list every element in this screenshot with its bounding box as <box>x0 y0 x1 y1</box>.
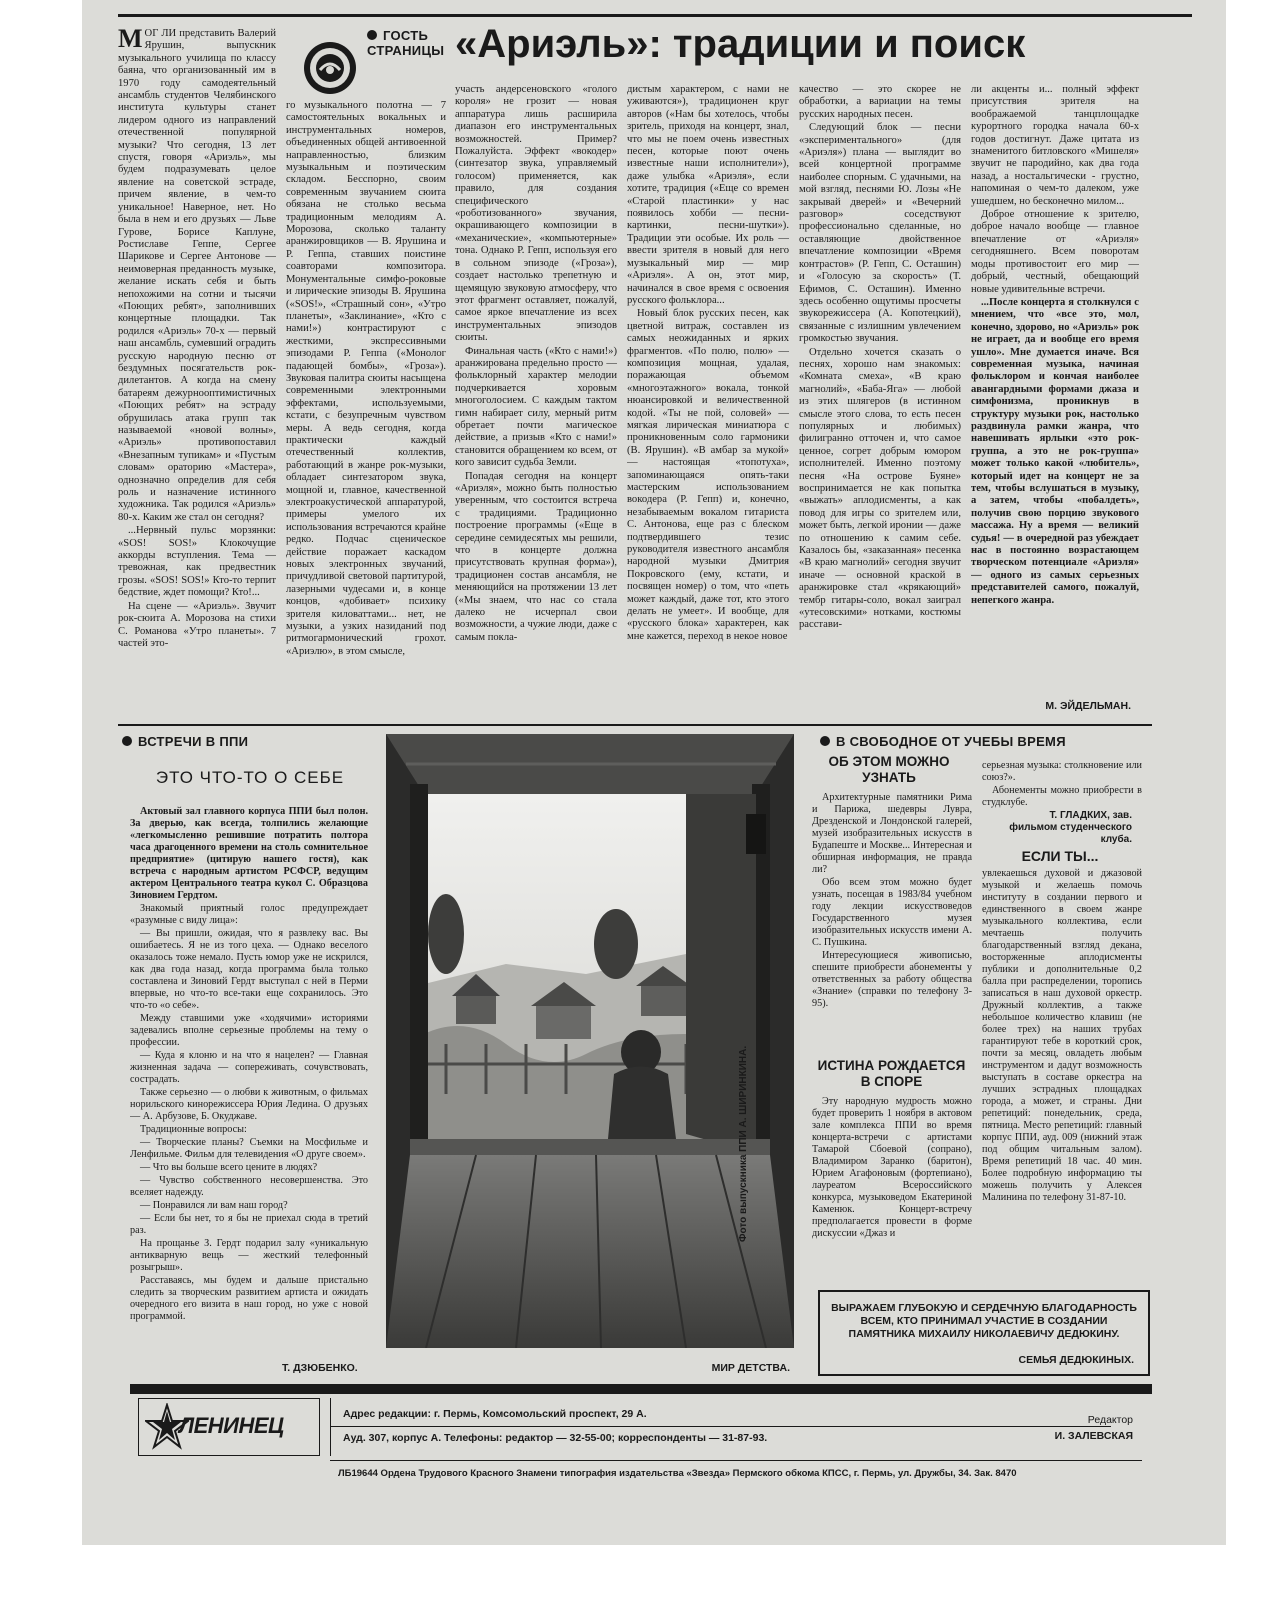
ariel-signature: М. ЭЙДЕЛЬМАН. <box>1045 700 1131 712</box>
free-time-text1-p0: Архитектурные памятники Рима и Парижа, шедевры Лувра, Дрезденской и Лондонской галерей, музей изобразительных искусств в Будапеште и Москве... Интересная и обширная информация, не правда ли? <box>812 792 972 875</box>
free-time-signature: Т. ГЛАДКИХ, зав. фильмом студенческого клуба. <box>1009 810 1132 845</box>
drop-cap: М <box>118 28 143 53</box>
ariel-col1-p2: ...Нервный пульс морзянки: «SOS! SOS!» Клокочущие аккорды вступления. Тема — тревожная, как предвестник грозы. «SOS! SOS!» Кто-то терпит бедствие, ждет помощи? Кто!... <box>118 525 276 599</box>
footer-top-rule <box>130 1384 1152 1394</box>
gratitude-signature: СЕМЬЯ ДЕДЮКИНЫХ. <box>1018 1354 1134 1366</box>
footer-box <box>330 1398 1143 1456</box>
ariel-col3-p3: Попадая сегодня на концерт «Ариэля», можно быть полностью уверенным, что состоится встреча с традициями. Традиционно построение программы («Еще в середине семидесятых мы решили, что в концерте должна присутствовать крупная форма»), традиционен состав ансамбля, не меняющийся на протяжении 13 лет («Мы знаем, что нас со стала далеко не исчерпал свои возможности, а чужие люди, даже с самым покла- <box>455 470 617 643</box>
ariel-col5-p1: качество — это скорее не обработки, а вариации на темы русских народных песен. <box>799 84 961 120</box>
meetings-p7: — Что вы больше всего цените в людях? <box>140 1162 318 1173</box>
gratitude-box <box>818 1290 1150 1376</box>
ariel-column-3 <box>455 84 617 722</box>
ariel-column-4 <box>627 84 789 722</box>
meetings-column <box>130 806 368 1350</box>
ariel-column-2 <box>286 100 446 722</box>
meetings-p8: — Чувство собственного несовершенства. Это вселяет надежду. <box>130 1175 368 1198</box>
meetings-lead: Актовый зал главного корпуса ППИ был полон. За дверью, как всегда, толпились желающие «легкомысленно решившие потратить полтора часа драгоценного времени на столь сомнительное предприятие» (цитирую нашего гостя), как встреча с народным артистом РСФСР, ведущим актером Центрального театра кукол С. Образцова Зиновием Гердтом. <box>130 806 368 901</box>
ariel-col2-p1: го музыкального полотна — 7 самостоятельных вокальных и инструментальных номеров, объединенных общей антивоенной направленностью, близким музыкальным и поэтическим складом. Бесспорно, своим современным звучанием сюита обязана не столько весьма традиционным мелодиям А. Морозова, сколько таланту аранжировщиков — В. Ярушина и Р. Геппа, ставших поистине соавторами композитора. Монументальные симфо-роковые и лирические эпизоды В. Ярушина («SOS!», «Страшный сон», «Утро планеты», «Заклинание», «Кто с нами!») контрастируют с жесткими, экспрессивными эпизодами Р. Геппа («Монолог падающей бомбы», «Гроза»). Звуковая палитра сюиты насыщена современными электронными эффектами, используемыми, кстати, с безупречным чувством меры. А ведь сегодня, когда практически каждый отечественный коллектив, работающий в жанре рок-музыки, обладает синтезатором звука, мощной и, главное, качественной электроакустической аппаратурой, примеры умелого их использования встречаются крайне редко. Подчас сценическое действие поражает каскадом новых электронных звучаний, причудливой световой партитурой, лазерными чудесами и, в конце концов, «добивает» психику зрителя киловаттами... нет, не музыки, а узких назиданий под ритмогармонический грохот. «Ариэлю», в этом смысле, <box>286 100 446 657</box>
ariel-col3-p1: участь андерсеновского «голого короля» не грозит — новая аппаратура лишь расширила диапазон его инструментальных возможностей. Пример? Пожалуйста. Эффект «вокодер» (синтезатор звука, управляемый голосом) применяется, как правило, для создания специфического «роботизованного» звучания, окрашивающего композиции в «механические», «компьютерные» тона. Однако Р. Гепп, используя его в сольном эпизоде («Гроза»), создает настолько трепетную и щемящую звуковую атмосферу, что этот фрагмент оставляет, пожалуй, самое яркое впечатление из всех инструментальных эпизодов сюиты. <box>455 84 617 344</box>
meetings-p4: Также серьезно — о любви к животным, о фильмах норильского кинорежиссера Юрия Ледина. О друзьях — А. Арбузове, Б. Окуджаве. <box>130 1087 368 1122</box>
gratitude-text: ВЫРАЖАЕМ ГЛУБОКУЮ И СЕРДЕЧНУЮ БЛАГОДАРНОСТЬ ВСЕМ, КТО ПРИНИМАЛ УЧАСТИЕ В СОЗДАНИИ ПАМЯТНИКА МИХАИЛУ НИКОЛАЕВИЧУ ДЕДЮКИНУ. <box>831 1302 1137 1340</box>
free-time-column-1 <box>812 792 972 1048</box>
photo-credit: Фото выпускника ППИ А. ШИРИНКИНА. <box>738 1045 749 1242</box>
free-time-column-3 <box>982 760 1142 808</box>
bullet-icon <box>122 736 132 746</box>
ariel-column-1 <box>118 28 276 722</box>
meetings-p5: Традиционные вопросы: <box>140 1124 247 1135</box>
guest-rubric <box>367 28 457 58</box>
bullet-icon <box>367 30 377 40</box>
footer-address-2: Ауд. 307, корпус А. Телефоны: редактор — 32-55-00; корреспонденты — 31-87-93. <box>343 1432 768 1444</box>
ariel-col1-p3: На сцене — «Ариэль». Звучит рок-сюита А. Морозова на стихи С. Романова «Утро планеты». 7 частей это- <box>118 600 276 649</box>
footer-editor-label: Редактор <box>1087 1414 1133 1426</box>
ariel-col5-p3: Отдельно хочется сказать о песнях, хорошо нам знакомых: «Комната смеха», «В краю магнолий», «Баба-Яга» — любой из этих шлягеров (в истинном смысле этого слова, то есть песен популярных и любимых) филигранно отточен и, что самое ценное, согрет добрым юмором исполнителей. Именно поэтому песня «На острове Буяне» воспринимается не как попытка «выжать» аплодисменты, а как повод для игры со зрителем или, может быть, легкой иронии — даже по отношению к самим себе. Казалось бы, «заказанная» песенка «В краю магнолий» сегодня звучит иначе — основной краской в аранжировке стал «крякающий» тембр гитары-соло, вокал заиграл «утесовскими» нотками, костюмы расстави- <box>799 346 961 631</box>
footer-address-1: Адрес редакции: г. Пермь, Комсомольский проспект, 29 А. <box>343 1408 647 1420</box>
meetings-p6: — Творческие планы? Съемки на Мосфильме и Ленфильме. Фильм для телевидения «О друге своем». <box>130 1137 368 1160</box>
meetings-p0: Знакомый приятный голос предупреждает «разумные с виду лица»: <box>130 903 368 926</box>
free-time-headline-3: ЕСЛИ ТЫ... <box>1021 848 1099 864</box>
meetings-rubric <box>122 734 362 749</box>
free-time-text4: увлекаешься духовой и джазовой музыкой и желаешь помочь институту в создании первого и единственного в своем жанре музыкального коллектива, если мечтаешь получить благодарственный взгляд декана, восторженные аплодисменты публики и дополнительные 0,2 балла при распределении, торопись записаться в наш духовой оркестр. Дружный коллектив, а также небольшое количество клавиш (не более трех) на наших трубах гарантируют тебе в короткий срок, почти за месяц, овладеть любым инструментом и дадут возможность выступать в составе оркестра на лучших эстрадных площадках города, а может, и страны. Дни репетиций: понедельник, среда, пятница. Место репетиций: главный корпус ППИ, ауд. 009 (нижний этаж под общим читальным залом). Время репетиций 18 час. 40 мин. Более подробную информацию ты можешь получить у Алексея Малинина по телефону 31-87-10. <box>982 868 1142 1203</box>
meetings-p9: — Понравился ли вам наш город? <box>140 1200 288 1211</box>
free-time-text3-p1: Абонементы можно приобрести в студклубе. <box>982 785 1142 808</box>
free-time-text1-p2: Интересующиеся живописью, спешите приобрести абонементы у ответственных за работу общества «Знание» (справки по телефону 3-95). <box>812 950 972 1009</box>
meetings-p3: — Куда я клоню и на что я нацелен? — Главная жизненная задача — сопереживать, сочувствовать, сострадать. <box>130 1050 368 1085</box>
meetings-p2: Между ставшими уже «ходячими» историями задевались вполне серьезные проблемы на тему о профессии. <box>130 1013 368 1048</box>
top-rule <box>118 14 1192 17</box>
footer-editor-name: И. ЗАЛЕВСКАЯ <box>1054 1430 1133 1442</box>
meetings-p12: Расставаясь, мы будем и дальше пристально следить за творческим развитием артиста и ожидать очередного его визита в наш город, но уже с новой программой. <box>130 1275 368 1322</box>
meetings-p10: — Если бы нет, то я бы не приехал сюда в третий раз. <box>130 1213 368 1236</box>
middle-rule <box>118 724 1152 726</box>
meetings-p1: — Вы пришли, ожидая, что я развлеку вас. Вы ошибаетесь. Я не из того цеха. — Однако веселого оказалось тоже немало. Пусть юмор уже не искрился, как два года назад, когда программа была только составлена и Зиновий Гердт выступал с ней в Перми впервые, но что-то все-таки еще сохранилось. Это что-то «о себе». <box>130 928 368 1011</box>
free-time-text2-p0: Эту народную мудрость можно будет проверить 1 ноября в актовом зале комплекса ППИ во время концерта-встречи с артистами Тамарой Сбоевой (сопрано), Владимиром Заранко (баритон), Юрием Агафоновым (фортепиано), лауреатом Всероссийского конкурса, музыковедом Екатериной Каменюк. Концерт-встречу предполагается провести в форме дискуссии «Джаз и <box>812 1096 972 1239</box>
free-time-text1-p1: Обо всем этом можно будет узнать, посещая в 1983/84 учебном году лекции искусствоведов Государственного музея изобразительных искусств имени А. С. Пушкина. <box>812 877 972 948</box>
footer-logo <box>138 1398 320 1456</box>
free-time-column-2 <box>812 1096 972 1284</box>
ariel-col4-p2: Новый блок русских песен, как цветной витраж, составлен из самых неожиданных и ярких фрагментов. «По полю, полю» — композиция мощная, удалая, поражающая объемом «многоэтажного» вокала, тонкой нюансировкой и величественной кодой. «Ты не пой, соловей» — мягкая лирическая миниатюра с проникновенным соло гармоники (В. Ярушин). «В амбар за мукой» — настоящая «топотуха», запоминающаяся опять-таки мастерским использованием вокодера (Р. Гепп) и, конечно, незабываемым вокалом гитариста С. Антонова, еще раз с блеском подтвердившего тезис руководителя известного ансамбля народной музыки Дмитрия Покровского (ему, кстати, и посвящен номер) о том, что «петь может каждый, даже тот, кто этого делать не умеет». И вообще, для «русского блока» характерен, как мне кажется, переход в некое новое <box>627 308 789 642</box>
ariel-col5-p2: Следующий блок — песни «экспериментального» (для «Ариэля») плана — выглядит во всей концертной программе наиболее спорным. С удачными, на мой взгляд, песнями Ю. Лозы «Не закрывай дверей» и «Вечерний разговор» соседствуют профессионально сделанные, но оставляющие двойственное впечатление композиции «Время контрастов» (Р. Гепп, С. Осташин) и «Голосую за скорость» (Т. Ефимов, С. Осташин). Именно здесь особенно ощутимы просчеты звукорежиссера (А. Копотецкий), связанные с излишним увлечением громкостью звучания. <box>799 122 961 345</box>
ariel-col6-p1: ли акценты и... полный эффект присутствия зрителя на воображаемой танцплощадке курортного городка начала 60-х годов достигнут. Даже цитата из знаменитого битловского «Мишеля» звучит не пародийно, как два года назад, а ностальгически - грустно, напоминая о чем-то далеком, уже ушедшем, но бесконечно милом... <box>971 84 1139 207</box>
childhood-photo <box>386 734 794 1348</box>
ariel-col4-p1: дистым характером, с нами не уживаются»), традиционен круг авторов («Нам бы хотелось, чтобы зритель, приходя на концерт, знал, что мы не поем очень известных песен, которые поют очень известные наши исполнители»), даже улыбка «Ариэля», если хотите, традиция («Еще со времен «Старой пластинки» у нас появилось хобби — песни-картинки, песни-шутки»). Традиции эти особые. Их роль — ввести зрителя в новый для него музыкальный мир — мир «Ариэля». А он, этот мир, начинался в свое время с освоения русского фольклора... <box>627 84 789 306</box>
free-time-rubric <box>820 734 1140 749</box>
free-time-column-4 <box>982 868 1142 1286</box>
guest-emblem-icon <box>302 40 358 96</box>
bullet-icon <box>820 736 830 746</box>
meetings-rubric-text: ВСТРЕЧИ В ППИ <box>138 734 249 749</box>
meetings-headline: ЭТО ЧТО-ТО О СЕБЕ <box>155 768 345 787</box>
ariel-col6-p2: Доброе отношение к зрителю, доброе начало вообще — главное впечатление от «Ариэля» сегодняшнего. Всем поворотам моды противостоит его мир — добрый, честный, обещающий новые удивительные встречи. <box>971 209 1139 295</box>
ariel-col1-text1: ОГ ЛИ представить Валерий Ярушин, выпускник музыкального училища по классу баяна, что организованный им в 1970 году самодеятельный ансамбль студентов Челябинского института культуры станет лидером одного из направлений отечественной популярной музыки? Что сегодня, 13 лет спустя, говоря «Ариэль», мы будем подразумевать целое явление на советской эстраде, причем явление, в чем-то уникальное! Наверное, нет. Но была в нем и его друзьях — Льве Гурове, Борисе Каплуне, Ростиславе Геппе, Сергее Шарикове и Сергее Антонове — неимоверная преданность музыке, желание искать себя и быть непохожими на сотни и тысячи «Поющих ребят», заполнивших концертные площадки. Так родился «Ариэль» 70-х — первый наш ансамбль, сумевший оградить русскую народную песню от бездумных посягательств рок-дилетантов. А когда на смену батареям дежурнооптимистичных «Поющих ребят» на эстраду обрушилась атака групп так называемой «новой волны», «Ариэль» противопоставил «Внезапным тупикам» и «Пустым словам» ораторию «Мастера», однозначно определив для себя роль и назначение истинного художника. Так родился «Ариэль» 80-х. Каким же стал он сегодня? <box>118 28 276 523</box>
meetings-p11: На прощанье З. Гердт подарил залу «уникальную антикварную вещь — жесткий телефонный розыгрыш». <box>130 1238 368 1273</box>
ariel-column-5 <box>799 84 961 722</box>
main-headline: «Ариэль»: традиции и поиск <box>455 22 1026 66</box>
logo-text: ЛЕНИНЕЦ <box>179 1413 284 1438</box>
free-time-headline-1: ОБ ЭТОМ МОЖНО УЗНАТЬ <box>828 754 950 785</box>
ariel-col6-p3: ...После концерта я столкнулся с мнением, что «все это, мол, конечно, здорово, но «Ариэль» рок не играет, да и вообще его время ушло». Мне думается иначе. Вся современная музыка, начиная фольклором и кончая наиболее авангардными формами джаза и симфонизма, проникнув в структуру музыки рок, настолько раздвинула рамки жанра, что навешивать ярлыки «это рок-группа, а это не рок-группа» может только какой «любитель», который идет на концерт не за тем, чтобы вслушаться в музыку, а затем, чтобы «побалдеть», получив свою порцию звукового массажа. Ну а время — великий судья! — в очередной раз убеждает нас в постоянно возрастающем творческом потенциале «Ариэля» — одного из самых серьезных представителей самого, пожалуй, непегкого жанра. <box>971 296 1139 606</box>
rubric-text: ГОСТЬ СТРАНИЦЫ <box>367 28 445 58</box>
footer-imprint: ЛБ19644 Ордена Трудового Красного Знамени типография издательства «Звезда» Пермского обкома КПСС, г. Пермь, ул. Дружбы, 34. Зак. 8470 <box>338 1468 1017 1479</box>
free-time-rubric-text: В СВОБОДНОЕ ОТ УЧЕБЫ ВРЕМЯ <box>836 734 1066 749</box>
free-time-text3-p0: серьезная музыка: столкновение или союз?». <box>982 760 1142 783</box>
footer-bottom-rule <box>330 1460 1142 1461</box>
footer-divider <box>331 1426 1111 1427</box>
free-time-headline-2: ИСТИНА РОЖДАЕТСЯ В СПОРЕ <box>817 1058 966 1089</box>
ariel-col3-p2: Финальная часть («Кто с нами!») аранжирована предельно просто — фольклорный характер мелодии подчеркивается хоровым многоголосием. С каждым тактом гимн набирает силу, мерный ритм обретает почти магическое действие, а призыв «Кто с нами!» становится обращением ко всем, от кого зависит судьба Земли. <box>455 345 617 469</box>
photo-caption: МИР ДЕТСТВА. <box>711 1362 790 1374</box>
meetings-signature: Т. ДЗЮБЕНКО. <box>282 1362 358 1374</box>
ariel-column-6 <box>971 84 1139 694</box>
ariel-col1-p1 <box>118 28 276 524</box>
